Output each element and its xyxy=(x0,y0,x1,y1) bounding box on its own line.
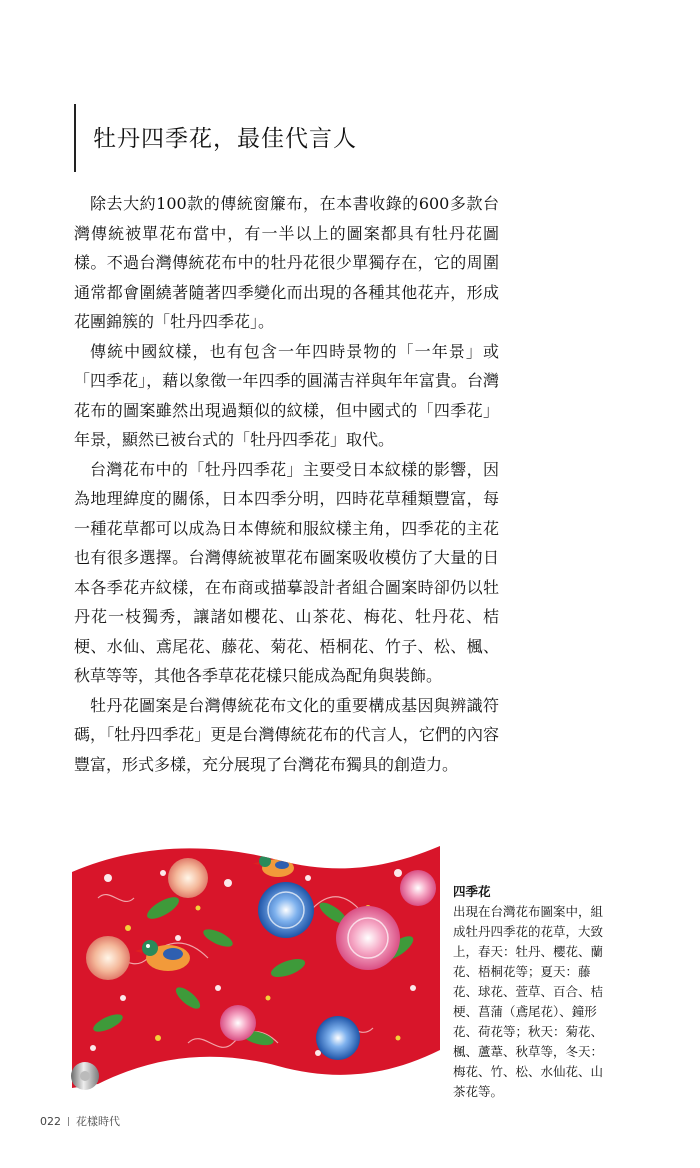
paragraph-1: 除去大約100款的傳統窗簾布，在本書收錄的600多款台灣傳統被單花布當中，有一半以上的圖案都具有牡丹花圖樣。不過台灣傳統花布中的牡丹花很少單獨存在，它的周圍通常都會圍繞著隨著四季變化而出現的各種其他花卉，形成花團錦簇的「牡丹四季花」。 xyxy=(74,194,499,331)
caption-text: 出現在台灣花布圖案中，組成牡丹四季花的花草，大致上，春天：牡丹、櫻花、蘭花、梧桐花等；夏天：藤花、球花、萱草、百合、桔梗、菖蒲（鳶尾花）、鐘形花、荷花等；秋天：菊花、楓、蘆葦、秋草等，冬天：梅花、竹、松、水仙花、山茶花等。 xyxy=(453,904,604,1099)
page-footer xyxy=(40,1113,120,1129)
heading-rule xyxy=(74,104,76,172)
paragraph-4: 牡丹花圖案是台灣傳統花布文化的重要構成基因與辨識符碼，「牡丹四季花」更是台灣傳統花布的代言人，它們的內容豐富，形式多樣，充分展現了台灣花布獨具的創造力。 xyxy=(74,695,499,774)
page-number: 022 xyxy=(40,1115,61,1128)
paragraph-3: 台灣花布中的「牡丹四季花」主要受日本紋樣的影響，因為地理緯度的關係，日本四季分明，四時花草種類豐富，每一種花草都可以成為日本傳統和服紋樣主角，四季花的主花也有很多選擇。台灣傳統被單花布圖案吸收模仿了大量的日本各季花卉紋樣，在布商或描摹設計者組合圖案時卻仍以牡丹花一枝獨秀，讓諸如櫻花、山茶花、梅花、牡丹花、桔梗、水仙、鳶尾花、藤花、菊花、梧桐花、竹子、松、楓、秋草等等，其他各季草花花樣只能成為配角與裝飾。 xyxy=(74,459,499,685)
section-title: 牡丹四季花，最佳代言人 xyxy=(93,126,357,152)
paragraph-2: 傳統中國紋樣，也有包含一年四時景物的「一年景」或「四季花」，藉以象徵一年四季的圓滿吉祥與年年富貴。台灣花布的圖案雖然出現過類似的紋樣，但中國式的「四季花」年景，顯然已被台式的「牡丹四季花」取代。 xyxy=(74,341,499,449)
caption-title: 四季花 xyxy=(453,884,491,899)
image-caption xyxy=(453,882,615,1102)
body-text xyxy=(74,189,499,779)
footer-divider xyxy=(68,1117,69,1126)
floral-fabric-image xyxy=(68,838,442,1096)
running-title: 花樣時代 xyxy=(76,1115,120,1128)
